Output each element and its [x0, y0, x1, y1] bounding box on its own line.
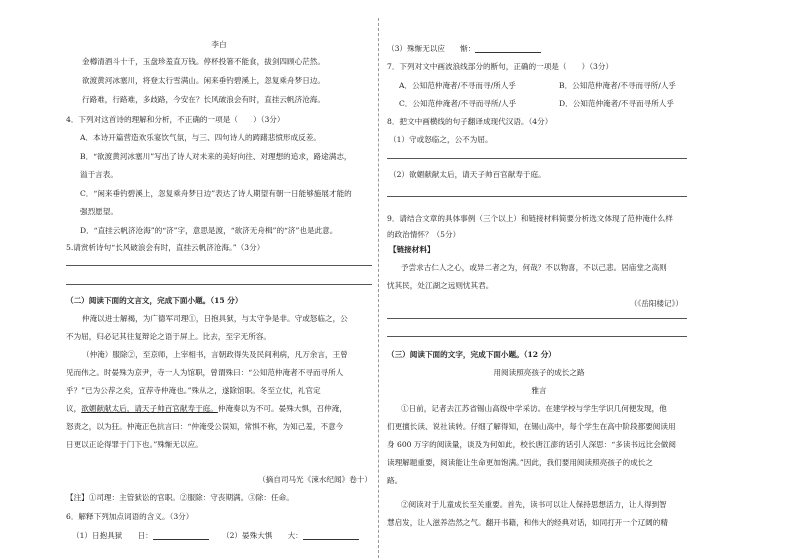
blank-field[interactable] [153, 532, 209, 540]
para-2-line-1: ②阅读对于儿童成长至关重要。首先，读书可以让人保持思想活力，让人得到智 [401, 500, 667, 509]
passage-line-4: 见而伟之。时晏殊为京尹，寺一人为馆职，曾谓殊曰：“公知范仲淹者不寻而寻所人 [66, 368, 344, 377]
article-title: 用阅读照亮孩子的成长之路 [493, 368, 585, 377]
passage-line-5: 乎？”已为公荐之矣，宜荐寺仲淹也。”殊从之，遂除馆职。冬至立仗，礼官定 [66, 386, 321, 395]
question-4-stem: 4．下列对这首诗的理解和分析，不正确的一项是（ ）（3分） [66, 115, 285, 124]
q6-item-2: （2）晏殊大惧 大： [222, 531, 359, 540]
q4-option-d: D．“直挂云帆济沧海”的“济”字，意思是渡，“欲济无舟楫”的“济”也是此意。 [80, 226, 338, 235]
q4-option-a: A．本诗开篇营造欢乐宴饮气氛，与三、四句诗人的踌躇悲愤形成反差。 [80, 133, 321, 142]
section-2-header: （二）阅读下面的文言文，完成下面小题。（15 分） [66, 296, 243, 305]
question-5: 5.请赏析诗句“长风破浪会有时，直挂云帆济沧海。”（3分） [66, 243, 265, 252]
annotation-note: 【注】①司理：主管狱讼的官职。②服除：守丧期满。③除：任命。 [66, 493, 294, 502]
q7-option-b: B．公知范仲淹者/不寻而寻所/人乎 [559, 81, 677, 90]
passage-line-1: 仲淹以进士解褐，为广德军司理①，日抱具狱，与太守争是非。守或怒临之，公 [82, 314, 348, 323]
q4-option-b: B．“欲渡黄河冰塞川”写出了诗人对未来的美好向往、对理想的追求，路途满志， [80, 152, 352, 161]
poem-line-3: 行路难，行路难，多歧路，今安在？长风破浪会有时，直挂云帆济沧海。 [82, 95, 325, 104]
question-9-line-1: 9．请结合文章的具体事例（三个以上）和链接材料简要分析选文体现了范仲淹什么样 [387, 214, 673, 223]
q4-option-c: C．“闲来垂钓碧溪上，忽复乘舟梦日边”表达了诗人期望有朝一日能够施展才能的 [80, 189, 352, 198]
q6-item-1: （1）日抱具狱 日： [72, 531, 209, 540]
passage-line-7: 怒责之，以为狂。仲淹正色抗言曰：“仲淹受公误知，常惧不称，为知己羞，不意今 [66, 422, 344, 431]
blank-field[interactable] [475, 45, 541, 53]
passage-line-6: 议，欲媚献献太后，请天子帅百官献寿于庭。仲淹奏以为不可。晏殊大惧，召仲淹， [66, 404, 347, 413]
q7-option-a: A．公知范仲淹者/不寻而寻/所人乎 [399, 81, 516, 90]
section-3-header: （三）阅读下面的文字，完成下面小题。（12 分） [387, 350, 556, 359]
passage-source: （摘自司马光《涑水纪闻》卷十） [258, 475, 372, 484]
link-material-line-2: 忧其民，处江湖之远则忧其君。 [387, 281, 494, 290]
answer-line[interactable] [387, 196, 687, 197]
underlined-sentence: 欲媚献献太后，请天子帅百官献寿于庭。 [81, 404, 218, 413]
poem-title: 李白 [211, 40, 227, 49]
answer-line[interactable] [387, 158, 687, 159]
blank-field[interactable] [303, 532, 359, 540]
poem-line-2: 欲渡黄河冰塞川，将登太行雪满山。闲来垂钓碧溪上，忽复乘舟梦日边。 [82, 76, 325, 85]
q6-item-3: （3）殊惭无以应 惭： [387, 44, 541, 53]
passage-line-2: 不为屈，归必记其往复辩论之语于屏上。比去，至字无所容。 [66, 332, 272, 341]
q4-option-c-cont: 强烈愿望。 [80, 207, 118, 216]
answer-line[interactable] [387, 318, 687, 319]
question-7-stem: 7．下列对文中画波浪线部分的断句，正确的一项是（ ）（3分） [387, 62, 614, 71]
para-1-line-4: 读理解题重要，阅读能让生命更加饱满。”因此，我们要用阅读照亮孩子的成长之 [387, 458, 653, 467]
q7-option-d: D．公知范仲淹者/不寻而寻所人乎 [559, 99, 674, 108]
answer-line[interactable] [387, 336, 687, 337]
answer-line[interactable] [66, 284, 372, 285]
link-material-source: （《岳阳楼记》） [629, 299, 683, 308]
question-9-line-2: 的政治情怀？（5分） [387, 230, 461, 239]
question-6: 6．解释下列加点词语的含义。（3分） [66, 512, 194, 521]
article-author: 雅言 [531, 386, 547, 395]
right-column [387, 0, 691, 560]
q8-item-2: （2）欲媚献献太后，请天子帅百官献寿于庭。 [389, 170, 546, 179]
passage-line-8: 日更以正论得罪于门下也。”殊惭无以应。 [66, 440, 203, 449]
link-material-line-1: 予尝求古仁人之心，或异二者之为，何哉？不以物喜，不以己悲。居庙堂之高则 [401, 263, 667, 272]
column-divider [378, 18, 379, 558]
answer-line[interactable] [66, 265, 372, 266]
link-material-label: 【链接材料】 [389, 245, 435, 254]
para-1-line-3: 身 600 万字的阅读量，谈及为何如此，校长唐江澎的话引人深思：“多读书远比会做阅 [387, 440, 676, 449]
passage-line-3: （仲淹）服除②，至京师，上宰相书，言朝政得失及民间利病，凡万余言，王曾 [82, 350, 348, 359]
poem-line-1: 金樽清酒斗十千，玉盘珍羞直万钱。停杯投箸不能食，拔剑四顾心茫然。 [82, 57, 325, 66]
para-1-line-2: 们更擅长读、说社读转。仔细了解得知，在锡山高中，每个学生在高中阶段都要阅读用 [387, 422, 676, 431]
q8-item-1: （1）守或怒临之，公不为屈。 [389, 135, 493, 144]
left-column [66, 0, 372, 560]
para-2-line-2: 慧启发，让人滋养浩然之气。翻开书籍，和伟大的经典对话，如同打开一个辽阔的精 [387, 518, 668, 527]
q7-option-c: C．公知范仲淹者/不寻而寻所/人乎 [399, 99, 517, 108]
para-1-line-5: 路。 [387, 476, 403, 485]
q4-option-b-cont: 溢于言表。 [80, 170, 118, 179]
para-1-line-1: ①日前，记者去江苏省锡山高级中学采访。在建学校与学生学识几何便发现，他 [401, 404, 667, 413]
question-8: 8．把文中画横线的句子翻译成现代汉语。（4分） [387, 117, 553, 126]
